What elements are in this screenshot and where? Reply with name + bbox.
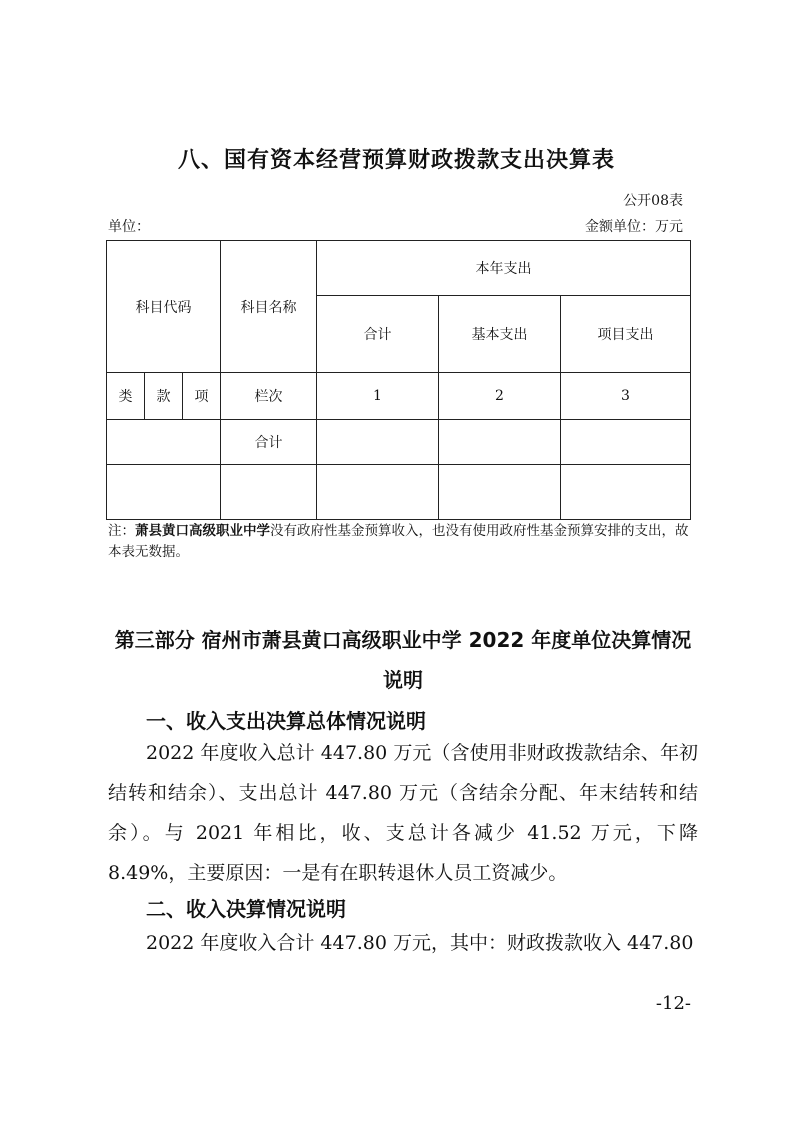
part3-title: 第三部分 宿州市萧县黄口高级职业中学 2022 年度单位决算情况说明 — [114, 628, 692, 692]
amount-unit: 金额单位：万元 — [585, 219, 683, 235]
header-total: 合计 — [317, 296, 439, 373]
col-number-2: 2 — [439, 373, 561, 420]
header-kuan: 款 — [145, 373, 183, 420]
note-org: 萧县黄口高级职业中学 — [135, 523, 270, 539]
total-row-code-cell — [107, 420, 221, 465]
total-row-basic-cell — [439, 420, 561, 465]
empty-row-project-cell — [561, 465, 691, 520]
page-title: 八、国有资本经营预算财政拨款支出决算表 — [177, 148, 615, 173]
section2-text: 2022 年度收入合计 447.80 万元，其中：财政拨款收入 447.80 — [146, 932, 694, 954]
page-number: -12- — [655, 993, 691, 1014]
header-basic-expense: 基本支出 — [439, 296, 561, 373]
unit-label: 单位： — [108, 219, 150, 235]
total-row-label: 合计 — [221, 420, 317, 465]
empty-row-basic-cell — [439, 465, 561, 520]
row-label-cell: 栏次 — [221, 373, 317, 420]
col-number-3: 3 — [561, 373, 691, 420]
table-note — [108, 521, 698, 563]
empty-row-code-cell — [107, 465, 221, 520]
header-lei: 类 — [107, 373, 145, 420]
empty-row-name-cell — [221, 465, 317, 520]
header-current-year-expense: 本年支出 — [317, 241, 691, 296]
note-text: 没有政府性基金预算收入，也没有使用政府性基金预算安排的支出，故本表无数据。 — [108, 523, 689, 560]
total-row-project-cell — [561, 420, 691, 465]
col-number-1: 1 — [317, 373, 439, 420]
empty-row-sum-cell — [317, 465, 439, 520]
header-subject-name: 科目名称 — [221, 241, 317, 373]
header-project-expense: 项目支出 — [561, 296, 691, 373]
form-code: 公开08表 — [623, 193, 683, 209]
header-xiang: 项 — [183, 373, 221, 420]
expense-table — [106, 240, 691, 520]
header-subject-code: 科目代码 — [107, 241, 221, 373]
total-row-sum-cell — [317, 420, 439, 465]
section1-title: 一、收入支出决算总体情况说明 — [146, 709, 426, 733]
note-prefix: 注： — [108, 523, 135, 539]
section2-title: 二、收入决算情况说明 — [146, 897, 346, 921]
section1-text: 2022 年度收入总计 447.80 万元（含使用非财政拨款结余、年初结转和结余）、支出总计 447.80 万元（含结余分配、年末结转和结余）。与 2021 年相比，收、支总计各减少 41.52 万元，下降 8.49%，主要原因：一是有在职转退休人员工资减少。 — [108, 742, 698, 884]
